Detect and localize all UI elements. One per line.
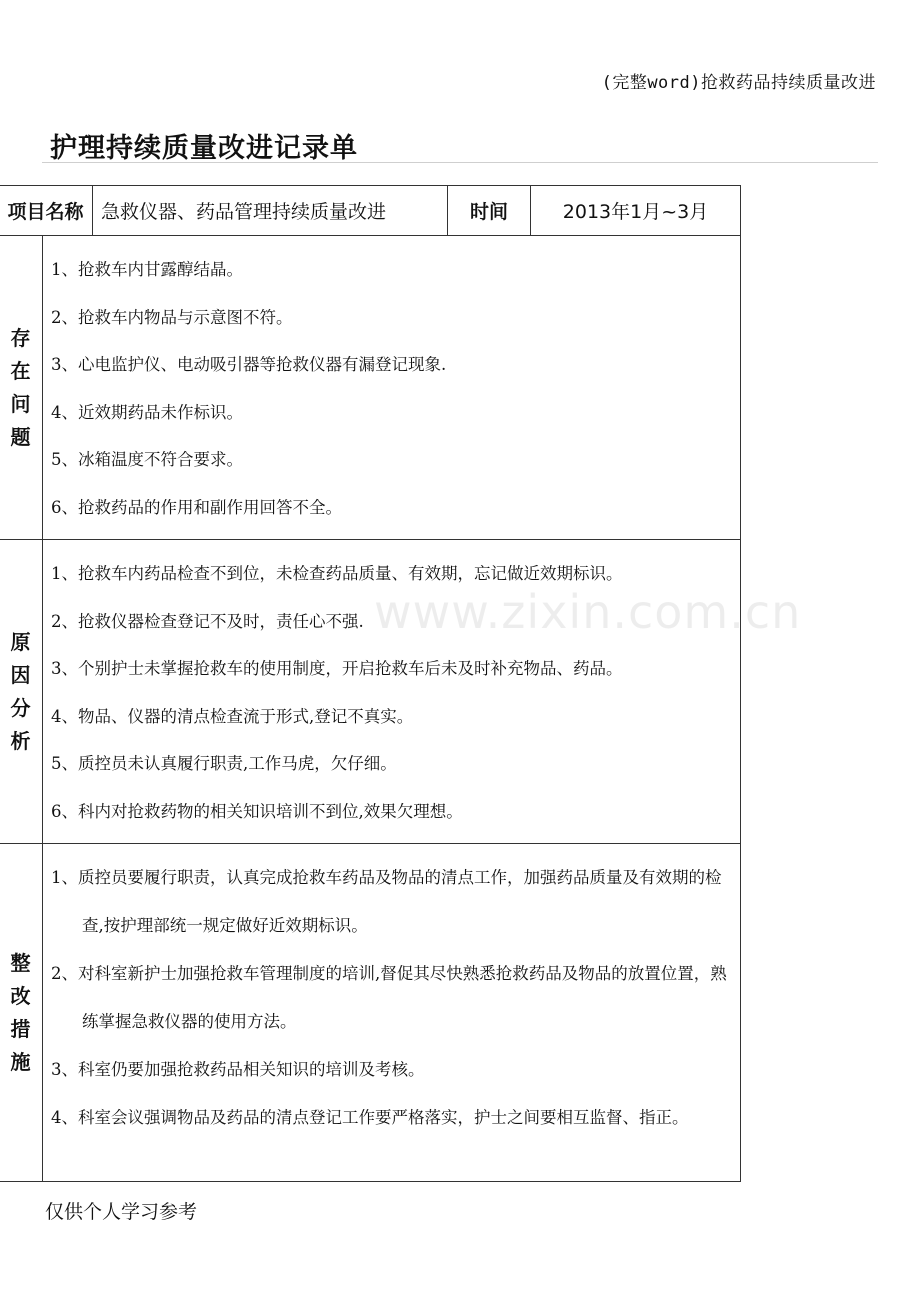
list-item: 1、抢救车内药品检查不到位，未检查药品质量、有效期，忘记做近效期标识。 bbox=[51, 564, 623, 583]
list-item: 1、质控员要履行职责，认真完成抢救车药品及物品的清点工作，加强药品质量及有效期的检查,按护理部统一规定做好近效期标识。 bbox=[51, 868, 722, 935]
section-row-causes bbox=[0, 540, 741, 844]
footer-note: 仅供个人学习参考 bbox=[45, 1201, 198, 1223]
list-item: 4、物品、仪器的清点检查流于形式,登记不真实。 bbox=[51, 706, 414, 726]
title-divider bbox=[42, 162, 878, 163]
causes-content bbox=[43, 540, 741, 844]
list-item: 6、抢救药品的作用和副作用回答不全。 bbox=[51, 497, 342, 517]
list-item: 3、科室仍要加强抢救药品相关知识的培训及考核。 bbox=[51, 1060, 425, 1079]
list-item: 1、抢救车内甘露醇结晶。 bbox=[51, 260, 243, 279]
list-item: 2、抢救车内物品与示意图不符。 bbox=[51, 307, 293, 327]
causes-label: 原 因 分 析 bbox=[0, 540, 43, 844]
problems-label: 存 在 问 题 bbox=[0, 236, 43, 540]
list-item: 3、心电监护仪、电动吸引器等抢救仪器有漏登记现象. bbox=[51, 355, 447, 374]
project-name-label: 项目名称 bbox=[0, 186, 93, 236]
measures-content bbox=[43, 844, 741, 1182]
list-item: 5、质控员未认真履行职责,工作马虎，欠仔细。 bbox=[51, 754, 397, 773]
problems-content bbox=[43, 236, 741, 540]
list-item: 4、近效期药品未作标识。 bbox=[51, 402, 243, 422]
project-name-value: 急救仪器、药品管理持续质量改进 bbox=[93, 186, 448, 236]
time-label: 时间 bbox=[448, 186, 531, 236]
list-item: 6、科内对抢救药物的相关知识培训不到位,效果欠理想。 bbox=[51, 801, 463, 821]
section-row-measures bbox=[0, 844, 741, 1182]
page-title: 护理持续质量改进记录单 bbox=[50, 133, 358, 164]
list-item: 5、冰箱温度不符合要求。 bbox=[51, 450, 243, 469]
document-header: (完整word)抢救药品持续质量改进 bbox=[601, 73, 876, 93]
list-item: 2、对科室新护士加强抢救车管理制度的培训,督促其尽快熟悉抢救药品及物品的放置位置，熟练掌握急救仪器的使用方法。 bbox=[51, 964, 727, 1031]
list-item: 4、科室会议强调物品及药品的清点登记工作要严格落实，护士之间要相互监督、指正。 bbox=[51, 1108, 689, 1127]
list-item: 3、个别护士未掌握抢救车的使用制度，开启抢救车后未及时补充物品、药品。 bbox=[51, 659, 623, 678]
quality-improvement-table bbox=[0, 185, 741, 1182]
time-value: 2013年1月~3月 bbox=[531, 186, 741, 236]
measures-label: 整 改 措 施 bbox=[0, 844, 43, 1182]
list-item: 2、抢救仪器检查登记不及时，责任心不强. bbox=[51, 611, 364, 631]
header-row bbox=[0, 186, 741, 236]
watermark: www.zixin.com.cn bbox=[374, 585, 802, 639]
section-row-problems bbox=[0, 236, 741, 540]
